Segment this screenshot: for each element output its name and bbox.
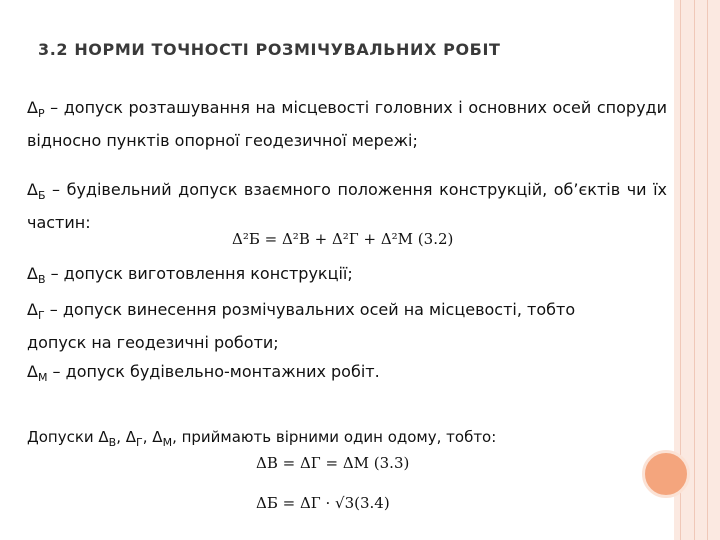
decorative-line	[694, 0, 695, 540]
formula-3-2	[232, 230, 453, 248]
decorative-circle	[642, 450, 690, 498]
delta-m-paragraph: $\Delta_М$ – допуск будівельно-монтажних робіт.	[27, 362, 380, 385]
delta-p-paragraph: $\Delta_Р$ – допуск розташування на місцевості головних і основних осей споруди відносно пунктів опорної геодезичної мережі;	[27, 98, 667, 151]
tolerances-paragraph: Допуски $\Delta_В$, $\Delta_Г$, $\Delta_М$, приймають вірними один одому, тобто:	[27, 428, 497, 449]
delta-g-paragraph: $\Delta_Г$ – допуск винесення розмічувальних осей на місцевості, тобто допуск на геодезичні роботи;	[27, 300, 576, 353]
decorative-line	[707, 0, 708, 540]
formula-3-4-text: ΔБ = ΔГ · √3(3.4)	[256, 494, 390, 512]
delta-b-paragraph: $\Delta_Б$ – будівельний допуск взаємного положення конструкцій, об’єктів чи їх частин:	[27, 180, 667, 233]
delta-v-paragraph: $\Delta_В$ – допуск виготовлення конструкції;	[27, 264, 353, 287]
formula-3-2-text: Δ²Б = Δ²В + Δ²Г + Δ²М (3.2)	[232, 230, 454, 248]
formula-3-4	[256, 494, 390, 512]
formula-3-3	[256, 454, 409, 472]
slide-title: 3.2 НОРМИ ТОЧНОСТІ РОЗМІЧУВАЛЬНИХ РОБІТ	[38, 40, 501, 59]
formula-3-3-text: ΔВ = ΔГ = ΔМ (3.3)	[256, 454, 410, 472]
